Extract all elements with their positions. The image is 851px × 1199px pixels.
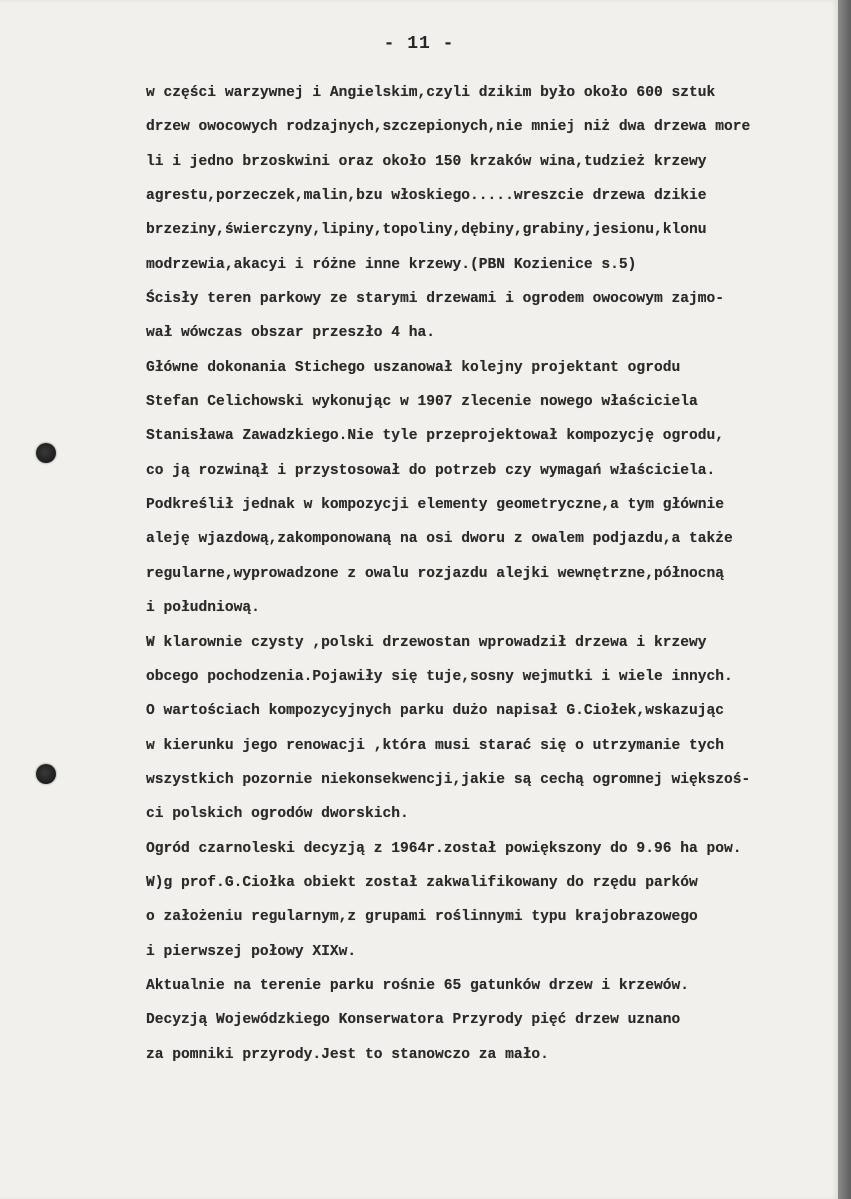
text-line: Ścisły teren parkowy ze starymi drzewami i ogrodem owocowym zajmo- [146, 291, 725, 308]
page-number: - 11 - [383, 34, 455, 54]
scan-edge [838, 0, 851, 1199]
text-line: aleję wjazdową,zakomponowaną na osi dworu z owalem podjazdu,a także [146, 531, 733, 548]
text-line: li i jedno brzoskwini oraz około 150 krzaków wina,tudzież krzewy [146, 153, 707, 170]
text-line: ci polskich ogrodów dworskich. [146, 806, 409, 823]
text-line: Decyzją Wojewódzkiego Konserwatora Przyrody pięć drzew uznano [146, 1012, 681, 1029]
punch-hole-icon [36, 443, 56, 463]
text-line: obcego pochodzenia.Pojawiły się tuje,sosny wejmutki i wiele innych. [146, 668, 733, 685]
text-line: Stefan Celichowski wykonując w 1907 zlecenie nowego właściciela [146, 394, 698, 411]
text-line: Stanisława Zawadzkiego.Nie tyle przeprojektował kompozycję ogrodu, [146, 428, 725, 445]
text-line: O wartościach kompozycyjnych parku dużo napisał G.Ciołek,wskazując [146, 703, 725, 720]
text-line: brzeziny,świerczyny,lipiny,topoliny,dębiny,grabiny,jesionu,klonu [146, 222, 707, 239]
text-line: o założeniu regularnym,z grupami roślinnymi typu krajobrazowego [146, 909, 698, 926]
text-line: co ją rozwinął i przystosował do potrzeb czy wymagań właściciela. [146, 462, 716, 479]
text-line: drzew owocowych rodzajnych,szczepionych,nie mniej niż dwa drzewa more [146, 119, 751, 136]
typewritten-text [146, 76, 846, 1072]
text-line: w części warzywnej i Angielskim,czyli dzikim było około 600 sztuk [146, 85, 716, 101]
text-line: agrestu,porzeczek,malin,bzu włoskiego.....wreszcie drzewa dzikie [146, 188, 707, 205]
text-line: wszystkich pozornie niekonsekwencji,jakie są cechą ogromnej większoś- [146, 771, 751, 788]
text-line: W klarownie czysty ,polski drzewostan wprowadził drzewa i krzewy [146, 634, 707, 651]
text-line: modrzewia,akacyi i różne inne krzewy.(PBN Kozienice s.5) [146, 256, 637, 273]
text-line: Aktualnie na terenie parku rośnie 65 gatunków drzew i krzewów. [146, 977, 689, 994]
text-line: Główne dokonania Stichego uszanował kolejny projektant ogrodu [146, 359, 681, 376]
text-line: i pierwszej połowy XIXw. [146, 943, 357, 960]
text-line: regularne,wyprowadzone z owalu rozjazdu alejki wewnętrzne,północną [146, 565, 725, 582]
text-line: za pomniki przyrody.Jest to stanowczo za mało. [146, 1046, 549, 1063]
text-line: wał wówczas obszar przeszło 4 ha. [146, 325, 436, 342]
text-line: i południową. [146, 600, 260, 617]
text-line: Podkreślił jednak w kompozycji elementy geometryczne,a tym głównie [146, 497, 725, 514]
text-line: Ogród czarnoleski decyzją z 1964r.został powiększony do 9.96 ha pow. [146, 840, 742, 857]
text-line: W)g prof.G.Ciołka obiekt został zakwalifikowany do rzędu parków [146, 874, 698, 891]
text-line: w kierunku jego renowacji ,która musi starać się o utrzymanie tych [146, 737, 725, 754]
punch-hole-icon [36, 764, 56, 784]
